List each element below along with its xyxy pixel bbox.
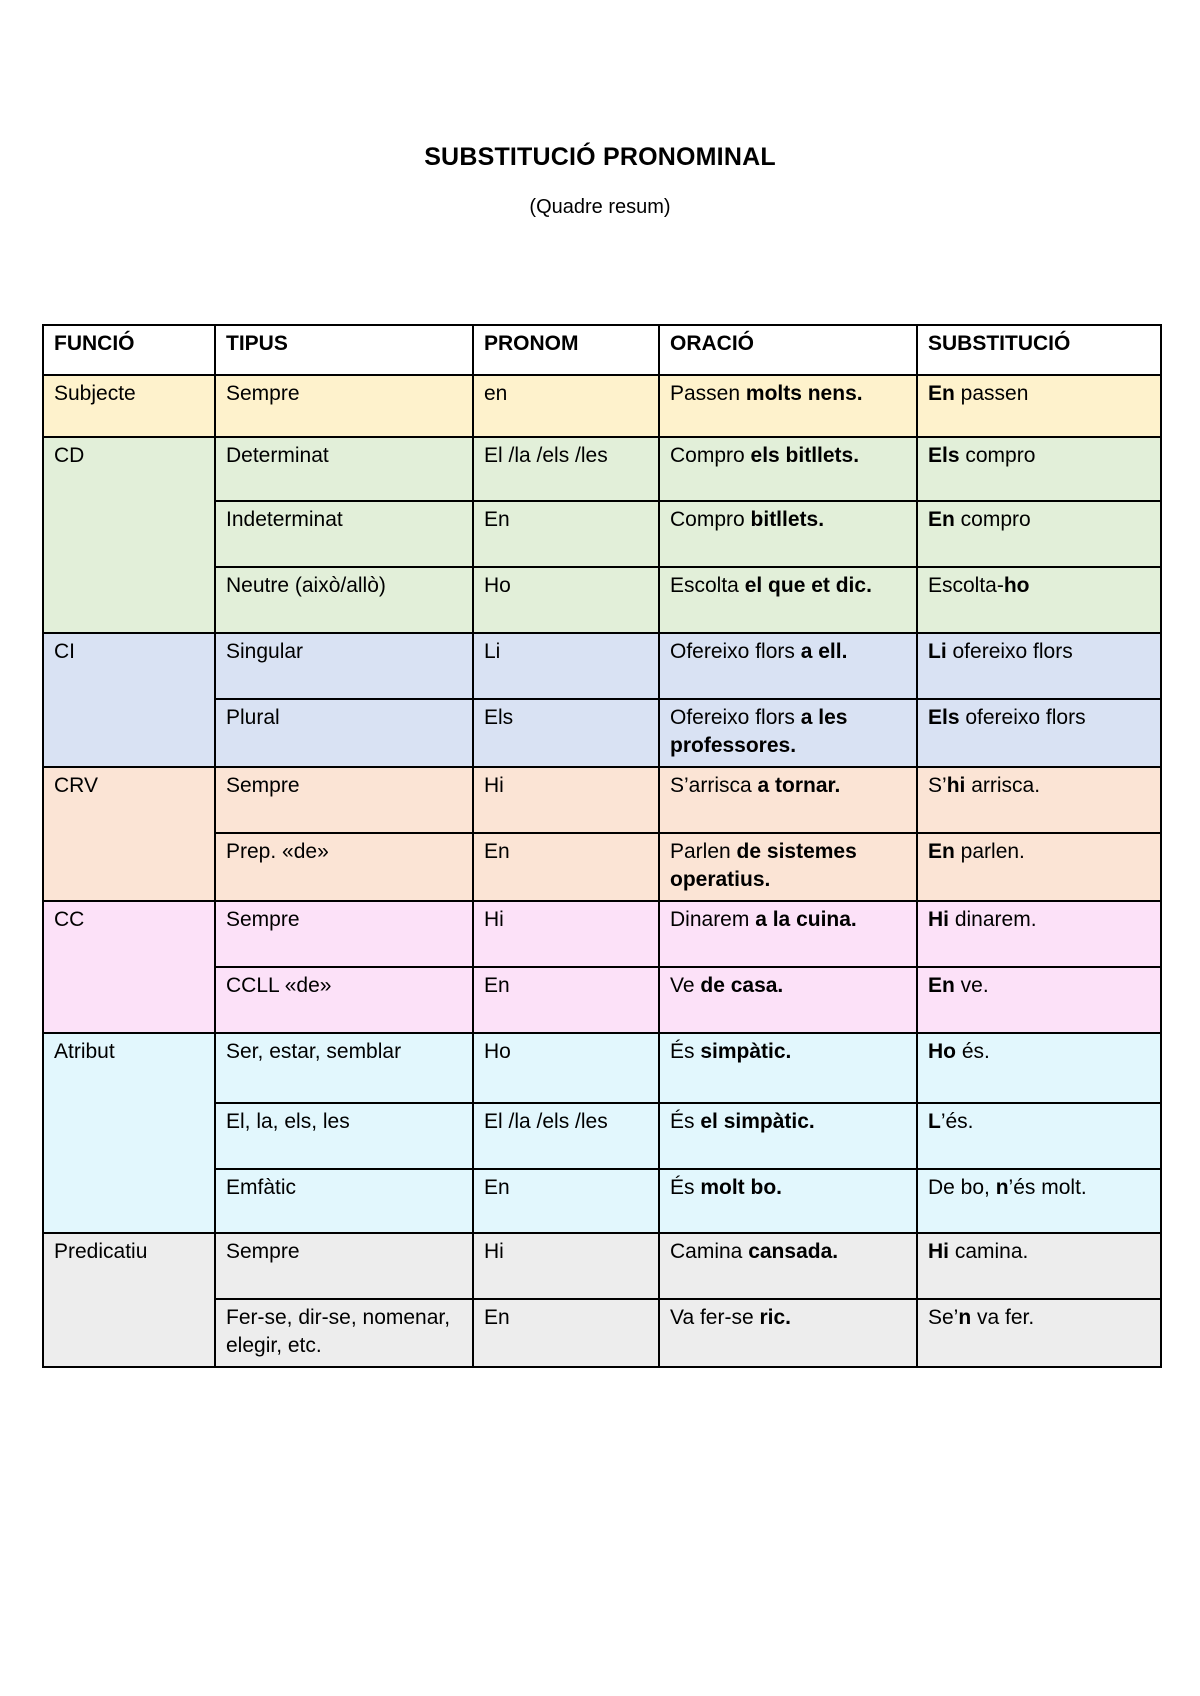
cell-tipus: Neutre (això/allò) (215, 567, 473, 633)
oracio-text: el simpàtic. (700, 1110, 815, 1133)
cell-oracio (659, 901, 917, 967)
oracio-text: ric. (759, 1306, 792, 1329)
cell-substitucio (917, 437, 1161, 501)
cell-pronom: Ho (473, 1033, 659, 1103)
cell-oracio (659, 437, 917, 501)
table-row (43, 437, 1161, 501)
substitucio-text: Escolta- (928, 574, 1004, 597)
cell-tipus: CCLL «de» (215, 967, 473, 1033)
substitucio-text: Ho (928, 1040, 956, 1063)
cell-funcio: Predicatiu (43, 1233, 215, 1367)
substitucio-text: dinarem. (949, 908, 1037, 931)
table-body (43, 375, 1161, 1367)
table-row (43, 901, 1161, 967)
cell-tipus: Emfàtic (215, 1169, 473, 1233)
cell-substitucio (917, 901, 1161, 967)
substitucio-text: parlen. (954, 840, 1025, 863)
cell-substitucio (917, 967, 1161, 1033)
cell-funcio: CD (43, 437, 215, 633)
cell-oracio (659, 567, 917, 633)
oracio-text: a tornar. (757, 774, 841, 797)
cell-oracio (659, 1299, 917, 1367)
header-pronom: PRONOM (473, 325, 659, 375)
cell-oracio (659, 967, 917, 1033)
oracio-text: bitllets. (750, 508, 825, 531)
oracio-text: És (670, 1176, 701, 1199)
substitucio-text: ’és. (940, 1110, 974, 1133)
cell-substitucio (917, 567, 1161, 633)
cell-pronom: Li (473, 633, 659, 699)
cell-tipus: Sempre (215, 767, 473, 833)
oracio-text: Ofereixo flors (670, 640, 801, 663)
cell-tipus: Plural (215, 699, 473, 767)
oracio-text: de sistemes operatius. (670, 840, 857, 891)
substitucio-text: En (928, 840, 955, 863)
cell-funcio: CRV (43, 767, 215, 901)
oracio-text: Dinarem (670, 908, 756, 931)
cell-oracio (659, 1233, 917, 1299)
document-title: SUBSTITUCIÓ PRONOMINAL (424, 143, 776, 171)
substitucio-text: hi (946, 774, 966, 797)
cell-substitucio (917, 1169, 1161, 1233)
cell-funcio: Atribut (43, 1033, 215, 1233)
substitucio-text: ofereixo flors (946, 640, 1073, 663)
table-row (43, 375, 1161, 437)
oracio-text: Escolta (670, 574, 745, 597)
oracio-text: molt bo. (700, 1176, 782, 1199)
oracio-text: Parlen (670, 840, 737, 863)
oracio-text: És (670, 1110, 701, 1133)
substitucio-text: ofereixo flors (959, 706, 1086, 729)
cell-tipus: Sempre (215, 1233, 473, 1299)
oracio-text: Compro (670, 508, 751, 531)
cell-substitucio (917, 633, 1161, 699)
substitucio-text: ho (1003, 574, 1030, 597)
oracio-text: a la cuina. (755, 908, 857, 931)
cell-substitucio (917, 1299, 1161, 1367)
oracio-text: cansada. (748, 1240, 839, 1263)
cell-substitucio (917, 699, 1161, 767)
cell-substitucio (917, 1233, 1161, 1299)
cell-tipus: Sempre (215, 901, 473, 967)
document-subtitle: (Quadre resum) (529, 196, 671, 218)
cell-oracio (659, 699, 917, 767)
table-header-row (43, 325, 1161, 375)
cell-tipus: Prep. «de» (215, 833, 473, 901)
cell-oracio (659, 633, 917, 699)
cell-tipus: Sempre (215, 375, 473, 437)
oracio-text: els bitllets. (750, 444, 860, 467)
cell-pronom: El /la /els /les (473, 1103, 659, 1169)
substitucio-text: En (928, 974, 955, 997)
oracio-text: simpàtic. (700, 1040, 792, 1063)
substitucio-text: Hi (928, 1240, 949, 1263)
oracio-text: Passen (670, 382, 746, 405)
oracio-text: Compro (670, 444, 751, 467)
cell-oracio (659, 501, 917, 567)
substitucio-text: Hi (928, 908, 949, 931)
substitucio-text: va fer. (971, 1306, 1035, 1329)
cell-pronom: El /la /els /les (473, 437, 659, 501)
cell-tipus: Singular (215, 633, 473, 699)
oracio-text: a ell. (800, 640, 848, 663)
cell-pronom: En (473, 501, 659, 567)
cell-substitucio (917, 1103, 1161, 1169)
cell-tipus: Ser, estar, semblar (215, 1033, 473, 1103)
substitucio-text: De bo, (928, 1176, 996, 1199)
substitucio-text: ’és molt. (1008, 1176, 1087, 1199)
substitucio-text: L (928, 1110, 941, 1133)
cell-pronom: Hi (473, 901, 659, 967)
oracio-text: Ofereixo flors (670, 706, 801, 729)
oracio-text: Va fer-se (670, 1306, 760, 1329)
cell-pronom: Hi (473, 767, 659, 833)
substitucio-text: Se’ (928, 1306, 959, 1329)
substitucio-text: ve. (954, 974, 989, 997)
table-row (43, 767, 1161, 833)
substitucio-text: camina. (949, 1240, 1029, 1263)
cell-oracio (659, 375, 917, 437)
substitucio-text: passen (954, 382, 1029, 405)
substitucio-text: arrisca. (965, 774, 1041, 797)
substitucio-text: compro (959, 444, 1036, 467)
substitucio-text: Els (928, 706, 960, 729)
header-funcio: FUNCIÓ (43, 325, 215, 375)
substitucio-text: Li (928, 640, 947, 663)
substitucio-text: compro (954, 508, 1031, 531)
cell-tipus: Determinat (215, 437, 473, 501)
cell-pronom: Ho (473, 567, 659, 633)
substitucio-text: Els (928, 444, 960, 467)
cell-funcio: CI (43, 633, 215, 767)
cell-substitucio (917, 501, 1161, 567)
table-row (43, 1233, 1161, 1299)
cell-pronom: Hi (473, 1233, 659, 1299)
table-row (43, 633, 1161, 699)
cell-substitucio (917, 767, 1161, 833)
oracio-text: S’arrisca (670, 774, 758, 797)
oracio-text: Ve (670, 974, 701, 997)
header-tipus: TIPUS (215, 325, 473, 375)
substitucio-text: n (995, 1176, 1009, 1199)
cell-substitucio (917, 1033, 1161, 1103)
cell-substitucio (917, 833, 1161, 901)
cell-pronom: En (473, 833, 659, 901)
substitucio-text: S’ (928, 774, 947, 797)
header-substitucio: SUBSTITUCIÓ (917, 325, 1161, 375)
substitucio-text: En (928, 382, 955, 405)
cell-pronom: en (473, 375, 659, 437)
oracio-text: a les professores. (670, 706, 848, 757)
oracio-text: el que et dic. (744, 574, 872, 597)
oracio-text: molts nens. (745, 382, 863, 405)
substitucio-text: és. (956, 1040, 990, 1063)
cell-funcio: CC (43, 901, 215, 1033)
cell-oracio (659, 1169, 917, 1233)
cell-tipus: Indeterminat (215, 501, 473, 567)
oracio-text: És (670, 1040, 701, 1063)
oracio-text: Camina (670, 1240, 749, 1263)
cell-substitucio (917, 375, 1161, 437)
table-row (43, 1033, 1161, 1103)
substitucio-text: En (928, 508, 955, 531)
pronoun-summary-table (42, 324, 1162, 1368)
substitucio-text: n (958, 1306, 972, 1329)
cell-oracio (659, 1103, 917, 1169)
cell-pronom: En (473, 967, 659, 1033)
header-oracio: ORACIÓ (659, 325, 917, 375)
cell-oracio (659, 1033, 917, 1103)
oracio-text: de casa. (700, 974, 784, 997)
cell-funcio: Subjecte (43, 375, 215, 437)
cell-pronom: En (473, 1169, 659, 1233)
cell-oracio (659, 833, 917, 901)
cell-oracio (659, 767, 917, 833)
cell-tipus: El, la, els, les (215, 1103, 473, 1169)
cell-pronom: Els (473, 699, 659, 767)
cell-pronom: En (473, 1299, 659, 1367)
cell-tipus: Fer-se, dir-se, nomenar, elegir, etc. (215, 1299, 473, 1367)
